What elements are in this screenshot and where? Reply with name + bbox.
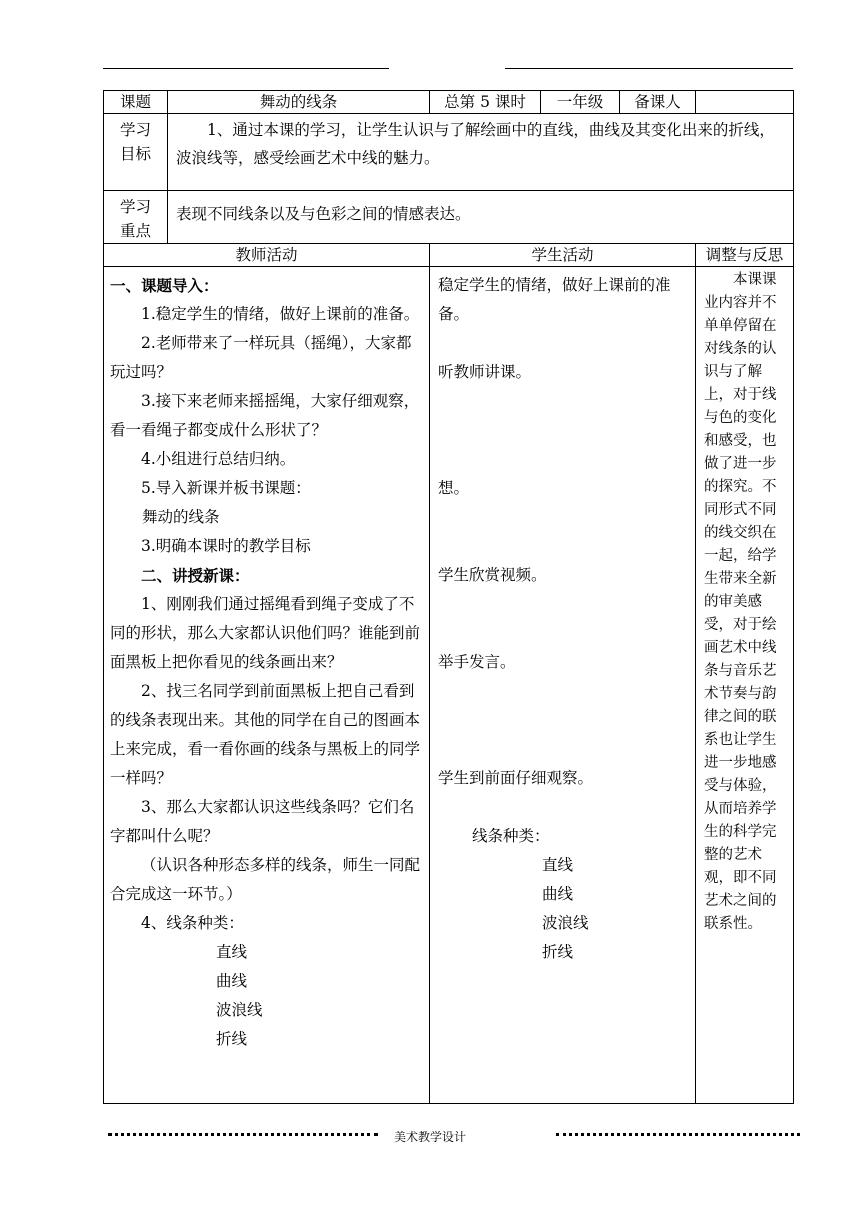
topic-value: 舞动的线条 xyxy=(168,91,430,114)
footer-dots-right xyxy=(556,1133,800,1136)
line-type-item: 曲线 xyxy=(542,885,574,903)
focus-text: 表现不同线条以及与色彩之间的情感表达。 xyxy=(168,191,794,244)
goals-label: 学习目标 xyxy=(104,114,168,191)
teacher-step: 3.接下来老师来摇摇绳，大家仔细观察，看一看绳子都变成什么形状了？ xyxy=(110,392,420,439)
reflection xyxy=(696,267,794,1104)
student-line-types-label: 线条种类： xyxy=(472,827,550,845)
top-rule-left xyxy=(103,68,389,69)
top-rule-right xyxy=(505,68,793,69)
line-type-item: 直线 xyxy=(216,943,248,961)
student-step: 稳定学生的情绪，做好上课前的准备。 xyxy=(438,276,671,323)
line-type-item: 折线 xyxy=(216,1030,248,1048)
student-step: 学生到前面仔细观察。 xyxy=(438,769,594,787)
teacher-step: 4.小组进行总结归纳。 xyxy=(141,450,296,468)
line-type-item: 曲线 xyxy=(216,972,248,990)
goals-text: 1、通过本课的学习，让学生认识与了解绘画中的直线，曲线及其变化出来的折线，波浪线等，感受绘画艺术中线的魅力。 xyxy=(168,114,794,191)
line-type-item: 波浪线 xyxy=(542,914,589,932)
line-type-item: 折线 xyxy=(542,943,574,961)
reflection-text: 本课课业内容并不单单停留在对线条的认识与了解上，对于线与色的变化和感受，也做了进一步的探究。不同形式不同的线交织在一起，给学生带来全新的审美感受，对于绘画艺术中线条与音乐艺术节奏与韵律之间的联系也让学生进一步地感受与体验，从而培养学生的科学完整的艺术观，即不同艺术之间的联系性。 xyxy=(704,272,777,932)
lesson-plan-table xyxy=(103,90,794,1104)
header-row xyxy=(104,91,794,114)
preparer-value xyxy=(696,91,794,114)
student-step: 想。 xyxy=(438,479,470,497)
student-step: 学生欣赏视频。 xyxy=(438,566,547,584)
teacher-step: 5.导入新课并板书课题： xyxy=(141,479,311,497)
preparer-label: 备课人 xyxy=(620,91,696,114)
teacher-question: 2、找三名同学到前面黑板上把自己看到的线条表现出来。其他的同学在自己的图画本上来完成，看一看你画的线条与黑板上的同学一样吗？ xyxy=(110,682,421,787)
topic-label: 课题 xyxy=(104,91,168,114)
student-step: 举手发言。 xyxy=(438,653,516,671)
activity-row xyxy=(104,267,794,1104)
focus-label: 学习重点 xyxy=(104,191,168,244)
lesson-number: 总第 5 课时 xyxy=(430,91,541,114)
student-column-header: 学生活动 xyxy=(430,244,696,267)
teacher-question: （认识各种形态多样的线条，师生一同配合完成这一环节。） xyxy=(110,856,421,903)
grade: 一年级 xyxy=(541,91,620,114)
teacher-step: 1.稳定学生的情绪，做好上课前的准备。 xyxy=(141,305,420,323)
teacher-question: 3、那么大家都认识这些线条吗？它们名字都叫什么呢？ xyxy=(110,798,415,845)
student-activity xyxy=(430,267,696,1104)
focus-row xyxy=(104,191,794,244)
section-new-lesson-heading: 二、讲授新课： xyxy=(141,566,250,585)
teacher-step: 3.明确本课时的教学目标 xyxy=(141,537,311,555)
lesson-title-note: 舞动的线条 xyxy=(142,508,220,526)
reflect-column-header: 调整与反思 xyxy=(696,244,794,267)
line-type-item: 波浪线 xyxy=(216,1001,263,1019)
teacher-question: 4、线条种类： xyxy=(141,914,244,932)
column-header-row xyxy=(104,244,794,267)
teacher-activity xyxy=(104,267,430,1104)
footer-title: 美术教学设计 xyxy=(393,1130,466,1144)
teacher-question: 1、刚刚我们通过摇绳看到绳子变成了不同的形状，那么大家都认识他们吗？谁能到前面黑板上把你看见的线条画出来？ xyxy=(110,595,421,671)
section-intro-heading: 一、课题导入： xyxy=(110,276,219,295)
teacher-column-header: 教师活动 xyxy=(104,244,430,267)
line-type-item: 直线 xyxy=(542,856,574,874)
student-step: 听教师讲课。 xyxy=(438,363,532,381)
goals-row xyxy=(104,114,794,191)
teacher-step: 2.老师带来了一样玩具（摇绳），大家都玩过吗？ xyxy=(110,334,412,381)
